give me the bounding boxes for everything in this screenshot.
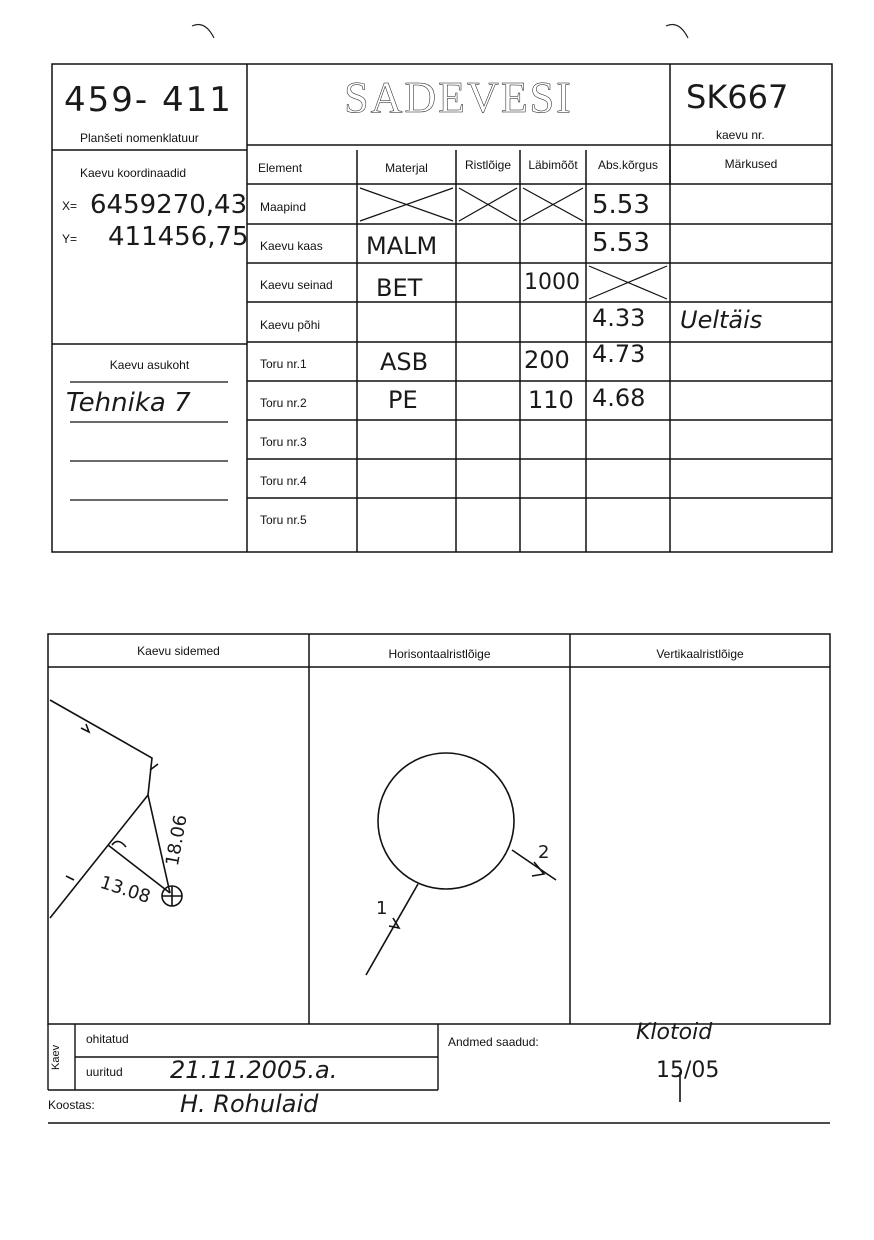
footer-row1-label: ohitatud — [86, 1032, 129, 1046]
row-toru2-element: Toru nr.2 — [260, 396, 307, 410]
pipe1-label: 1 — [376, 898, 388, 919]
andmed-value-name: Klotoid — [636, 1020, 713, 1045]
sketch-dimension-a: 13.08 — [97, 872, 154, 908]
row-kaevu-pohi-element: Kaevu põhi — [260, 318, 321, 332]
koostas-value: H. Rohulaid — [180, 1090, 319, 1118]
y-prefix: Y= — [62, 232, 78, 246]
row-toru1-element: Toru nr.1 — [260, 357, 307, 371]
location-label: Kaevu asukoht — [109, 358, 190, 372]
sketch-grid — [48, 634, 830, 1024]
kaevu-nr-label: kaevu nr. — [716, 128, 765, 142]
header-ristloige: Ristlõige — [464, 158, 512, 172]
planset-label: Planšeti nomenklatuur — [80, 131, 199, 145]
x-prefix: X= — [62, 199, 78, 213]
header-materjal: Materjal — [385, 161, 428, 175]
horizontal-section-sketch — [366, 753, 556, 975]
x-coordinate-value: 6459270,43 — [90, 190, 248, 220]
row-kaevu-kaas-abs: 5.53 — [592, 228, 650, 258]
header-abs-korgus: Abs.kõrgus — [597, 158, 659, 172]
sketch-col-vertikaal-label: Vertikaalristlõige — [656, 647, 744, 661]
row-kaevu-kaas-element: Kaevu kaas — [260, 239, 323, 253]
page-title: SADEVESI — [344, 73, 573, 122]
row-toru5-element: Toru nr.5 — [260, 513, 307, 527]
row-kaevu-kaas-materjal: MALM — [366, 232, 438, 260]
sketch-col-horisontaal-label: Horisontaalristlõige — [388, 647, 491, 661]
andmed-label: Andmed saadud: — [448, 1035, 539, 1049]
row-toru4-element: Toru nr.4 — [260, 474, 307, 488]
pipe2-label: 2 — [538, 842, 550, 863]
row-kaevu-pohi-markused: Ueltäis — [680, 306, 763, 334]
row-kaevu-seinad-element: Kaevu seinad — [260, 278, 333, 292]
row-kaevu-pohi-abs: 4.33 — [592, 304, 646, 332]
header-element: Element — [258, 161, 303, 175]
punch-marks — [192, 25, 688, 39]
andmed-value-num: 15/05 — [656, 1058, 720, 1083]
y-coordinate-value: 411456,75 — [108, 222, 249, 252]
planset-value: 459- 411 — [64, 80, 233, 120]
row-toru2-abs: 4.68 — [592, 384, 646, 412]
row-toru3-element: Toru nr.3 — [260, 435, 307, 449]
header-markused: Märkused — [724, 157, 778, 171]
row-maapind-abs: 5.53 — [592, 190, 650, 220]
row-maapind-element: Maapind — [260, 200, 307, 214]
footer-row2-value: 21.11.2005.a. — [170, 1056, 338, 1084]
row-kaevu-seinad-labimoot: 1000 — [524, 270, 580, 295]
row-toru1-materjal: ASB — [380, 348, 429, 376]
sketch-dimension-b: 18.06 — [162, 813, 192, 868]
footer-row2-label: uuritud — [86, 1065, 123, 1079]
row-toru1-abs: 4.73 — [592, 340, 646, 368]
row-toru2-materjal: PE — [388, 386, 418, 414]
footer-side-label: Kaev — [50, 1044, 62, 1070]
koostas-label: Koostas: — [48, 1098, 95, 1112]
row-toru1-labimoot: 200 — [524, 346, 570, 374]
coordinates-label: Kaevu koordinaadid — [80, 166, 187, 180]
row-toru2-labimoot: 110 — [528, 386, 574, 414]
row-kaevu-seinad-materjal: BET — [376, 274, 423, 302]
header-labimoot: Läbimõõt — [528, 158, 578, 172]
kaevu-nr-value: SK667 — [686, 78, 789, 116]
location-value: Tehnika 7 — [66, 388, 191, 418]
sketch-col-sidemed-label: Kaevu sidemed — [137, 644, 220, 658]
